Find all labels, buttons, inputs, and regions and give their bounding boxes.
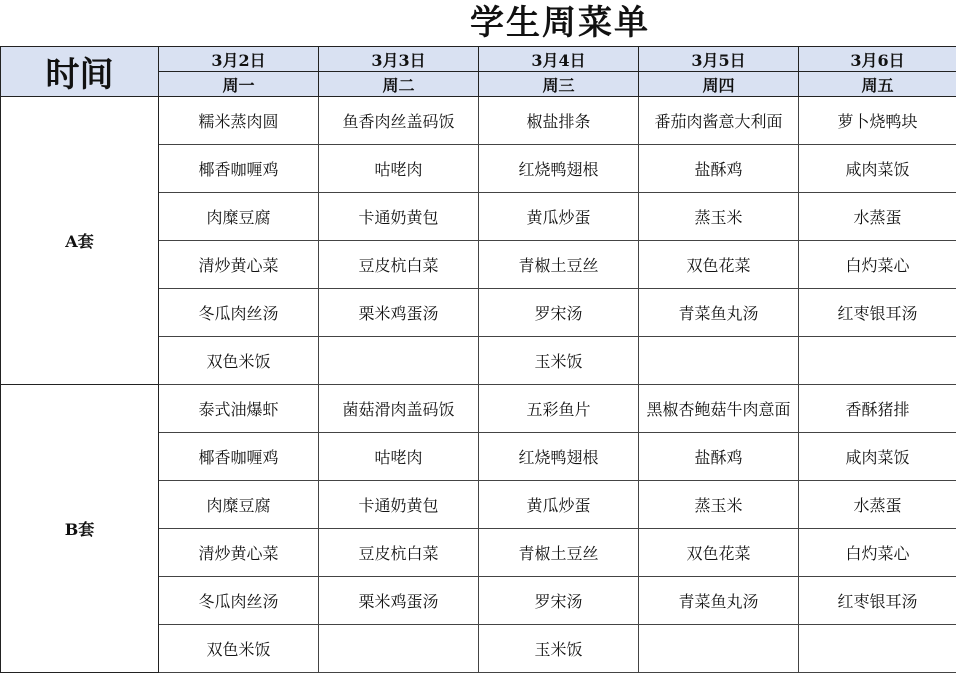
dish-cell: 咸肉菜饭 [799, 145, 956, 193]
dish-cell: 红烧鸭翅根 [479, 433, 639, 481]
dish-cell: 肉糜豆腐 [159, 481, 319, 529]
dish-cell: 豆皮杭白菜 [319, 529, 479, 577]
dish-cell: 冬瓜肉丝汤 [159, 577, 319, 625]
set-label: A套 [1, 97, 159, 385]
dish-cell: 青椒土豆丝 [479, 241, 639, 289]
dish-cell: 清炒黄心菜 [159, 241, 319, 289]
dish-cell [639, 625, 799, 673]
dish-cell: 栗米鸡蛋汤 [319, 289, 479, 337]
dish-cell: 卡通奶黄包 [319, 193, 479, 241]
set-label: B套 [1, 385, 159, 673]
table-row [1, 97, 956, 145]
dish-cell: 椰香咖喱鸡 [159, 433, 319, 481]
dish-cell [799, 337, 956, 385]
dish-cell: 白灼菜心 [799, 529, 956, 577]
dish-cell [319, 337, 479, 385]
dish-cell [639, 337, 799, 385]
dish-cell: 盐酥鸡 [639, 433, 799, 481]
dish-cell: 盐酥鸡 [639, 145, 799, 193]
weekday-cell: 周三 [479, 72, 639, 97]
dish-cell: 鱼香肉丝盖码饭 [319, 97, 479, 145]
dish-cell: 肉糜豆腐 [159, 193, 319, 241]
dish-cell: 豆皮杭白菜 [319, 241, 479, 289]
dish-cell: 玉米饭 [479, 337, 639, 385]
dish-cell: 罗宋汤 [479, 289, 639, 337]
dish-cell: 青椒土豆丝 [479, 529, 639, 577]
dish-cell: 红枣银耳汤 [799, 577, 956, 625]
date-cell: 3月6日 [799, 47, 956, 72]
weekday-cell: 周五 [799, 72, 956, 97]
date-cell: 3月2日 [159, 47, 319, 72]
dish-cell: 蒸玉米 [639, 481, 799, 529]
dish-cell: 黄瓜炒蛋 [479, 481, 639, 529]
dish-cell: 糯米蒸肉圆 [159, 97, 319, 145]
time-header: 时间 [1, 47, 159, 97]
dish-cell: 咕咾肉 [319, 433, 479, 481]
dish-cell: 红烧鸭翅根 [479, 145, 639, 193]
dish-cell: 番茄肉酱意大利面 [639, 97, 799, 145]
dish-cell: 水蒸蛋 [799, 481, 956, 529]
dish-cell: 双色花菜 [639, 241, 799, 289]
weekday-cell: 周二 [319, 72, 479, 97]
dish-cell: 栗米鸡蛋汤 [319, 577, 479, 625]
dish-cell: 双色米饭 [159, 337, 319, 385]
dish-cell: 青菜鱼丸汤 [639, 289, 799, 337]
dish-cell: 双色花菜 [639, 529, 799, 577]
date-cell: 3月3日 [319, 47, 479, 72]
dish-cell: 咕咾肉 [319, 145, 479, 193]
table-row [1, 385, 956, 433]
dish-cell: 红枣银耳汤 [799, 289, 956, 337]
date-header-row [1, 47, 956, 72]
dish-cell: 菌菇滑肉盖码饭 [319, 385, 479, 433]
dish-cell: 青菜鱼丸汤 [639, 577, 799, 625]
date-cell: 3月4日 [479, 47, 639, 72]
dish-cell: 罗宋汤 [479, 577, 639, 625]
dish-cell: 黑椒杏鲍菇牛肉意面 [639, 385, 799, 433]
dish-cell: 玉米饭 [479, 625, 639, 673]
dish-cell: 卡通奶黄包 [319, 481, 479, 529]
dish-cell: 泰式油爆虾 [159, 385, 319, 433]
dish-cell [319, 625, 479, 673]
dish-cell: 萝卜烧鸭块 [799, 97, 956, 145]
dish-cell: 黄瓜炒蛋 [479, 193, 639, 241]
dish-cell: 双色米饭 [159, 625, 319, 673]
menu-table [0, 46, 956, 673]
dish-cell: 五彩鱼片 [479, 385, 639, 433]
page-title: 学生周菜单 [0, 0, 956, 46]
dish-cell: 白灼菜心 [799, 241, 956, 289]
dish-cell: 冬瓜肉丝汤 [159, 289, 319, 337]
dish-cell: 椰香咖喱鸡 [159, 145, 319, 193]
dish-cell: 蒸玉米 [639, 193, 799, 241]
dish-cell: 清炒黄心菜 [159, 529, 319, 577]
dish-cell [799, 625, 956, 673]
dish-cell: 咸肉菜饭 [799, 433, 956, 481]
dish-cell: 椒盐排条 [479, 97, 639, 145]
dish-cell: 香酥猪排 [799, 385, 956, 433]
weekday-cell: 周一 [159, 72, 319, 97]
date-cell: 3月5日 [639, 47, 799, 72]
weekday-cell: 周四 [639, 72, 799, 97]
dish-cell: 水蒸蛋 [799, 193, 956, 241]
